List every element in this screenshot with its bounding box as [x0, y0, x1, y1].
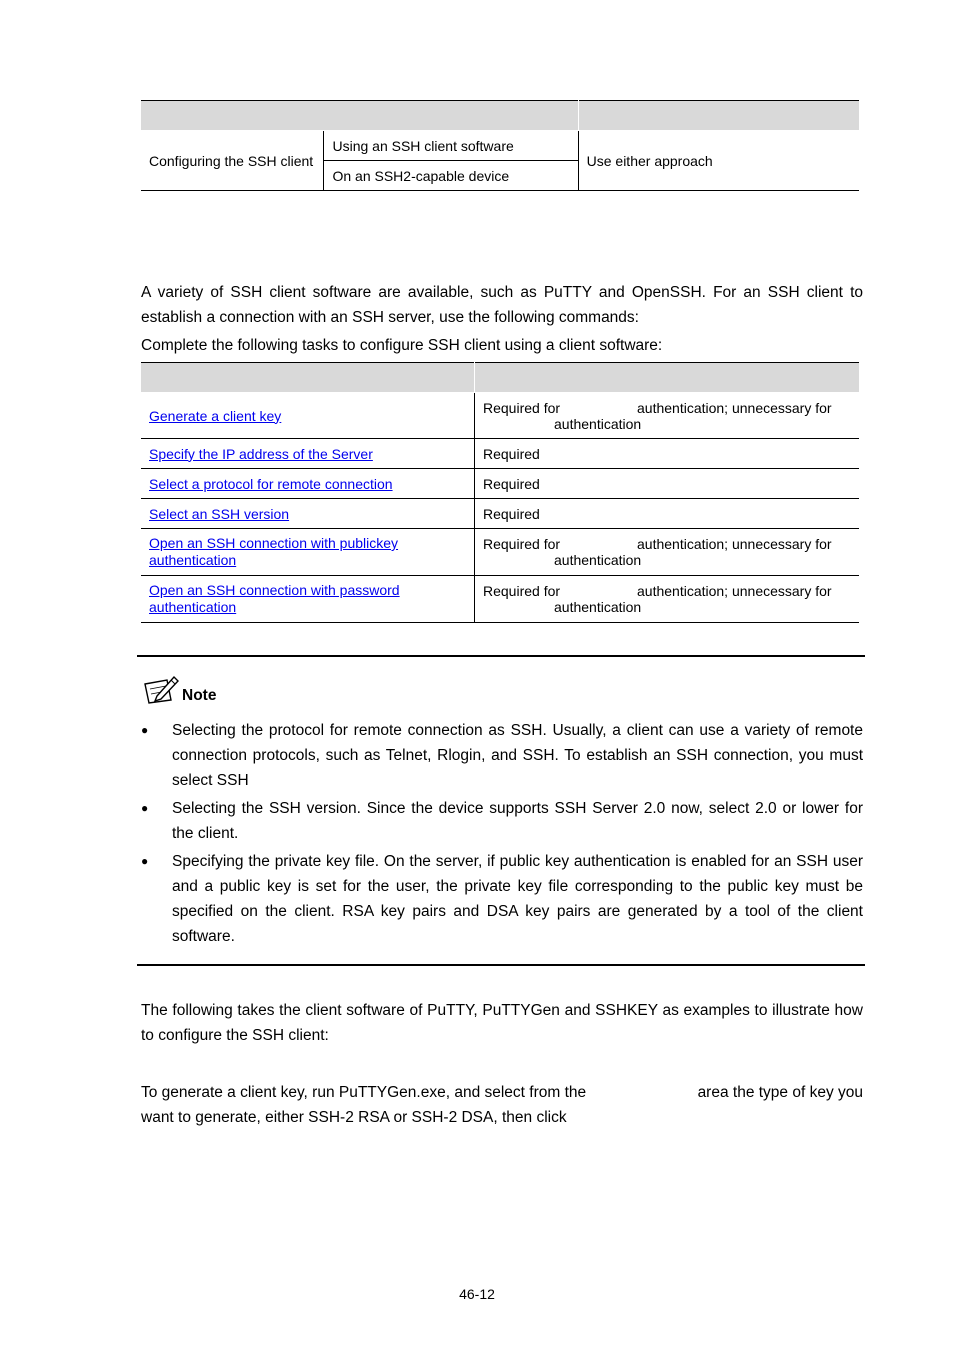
remark-text: Required	[475, 439, 860, 469]
generate-key-text-3: want to generate, either SSH-2 RSA or SSH-2 DSA, then click	[141, 1109, 567, 1126]
table-header-row	[141, 101, 859, 131]
link-select-ssh-version[interactable]: Select an SSH version	[149, 505, 290, 522]
remark-text: authentication; unnecessary for	[637, 536, 832, 552]
remark-text: authentication	[554, 599, 642, 615]
list-item: ● Selecting the SSH version. Since the device supports SSH Server 2.0 now, select 2.0 or lower for the client.	[141, 796, 863, 846]
page-number: 46-12	[459, 1286, 495, 1302]
link-specify-server-ip[interactable]: Specify the IP address of the Server	[149, 445, 373, 462]
option-ssh2-device: On an SSH2-capable device	[324, 161, 578, 191]
table-row	[141, 499, 859, 529]
link-open-publickey-connection[interactable]: Open an SSH connection with publickey authentication	[149, 535, 399, 568]
bullet-icon: ●	[141, 801, 149, 815]
link-open-password-connection[interactable]: Open an SSH connection with password authentication	[149, 582, 400, 615]
table-row	[141, 439, 859, 469]
remark-text: Required	[475, 499, 860, 529]
remark-text: authentication	[554, 552, 642, 568]
note-top-rule	[137, 655, 865, 657]
intro-paragraph: A variety of SSH client software are available, such as PuTTY and OpenSSH. For an SSH client to establish a connection with an SSH server, use the following commands:	[141, 284, 863, 326]
option-client-software: Using an SSH client software	[324, 131, 578, 161]
remark-text: authentication	[554, 415, 642, 432]
table-header-row	[141, 363, 859, 393]
remark-text: Required for	[483, 536, 561, 552]
generate-key-text-2: area the type of key you	[697, 1084, 863, 1101]
list-item: ● Selecting the protocol for remote connection as SSH. Usually, a client can use a variety of remote connection protocols, such as Telnet, Rlogin, and SSH. To establish an SSH connection, you must select SSH	[141, 718, 863, 793]
note-title: Note	[182, 687, 217, 704]
approach-table	[141, 100, 859, 191]
table-row	[141, 469, 859, 499]
remark-text: Required for	[483, 399, 561, 416]
list-item: ● Specifying the private key file. On the server, if public key authentication is enabled for an SSH user and a public key is set for the user, the private key file corresponding to the public key must be specified on the client. RSA key pairs and DSA key pairs are generated by a tool of the client software.	[141, 849, 863, 949]
example-intro: The following takes the client software of PuTTY, PuTTYGen and SSHKEY as examples to illustrate how to configure the SSH client:	[141, 1002, 863, 1044]
remark-cell: Use either approach	[578, 131, 859, 191]
remark-text: authentication; unnecessary for	[637, 399, 832, 416]
table-row	[141, 529, 859, 576]
note-pencil-icon	[143, 674, 179, 704]
table-row	[141, 576, 859, 623]
link-select-protocol[interactable]: Select a protocol for remote connection	[149, 475, 393, 492]
note-list	[141, 718, 863, 952]
generate-key-text-1: To generate a client key, run PuTTYGen.exe, and select from the	[141, 1084, 587, 1101]
note-bottom-rule	[137, 964, 865, 966]
tasks-table	[141, 362, 859, 623]
row-label: Configuring the SSH client	[141, 131, 324, 191]
tasks-intro: Complete the following tasks to configure SSH client using a client software:	[141, 337, 663, 354]
remark-text: authentication; unnecessary for	[637, 583, 832, 599]
bullet-icon: ●	[141, 854, 149, 868]
table-row	[141, 131, 859, 161]
table-row	[141, 393, 859, 439]
remark-text: Required	[475, 469, 860, 499]
link-generate-client-key[interactable]: Generate a client key	[149, 407, 282, 424]
remark-text: Required for	[483, 583, 561, 599]
bullet-icon: ●	[141, 723, 149, 737]
